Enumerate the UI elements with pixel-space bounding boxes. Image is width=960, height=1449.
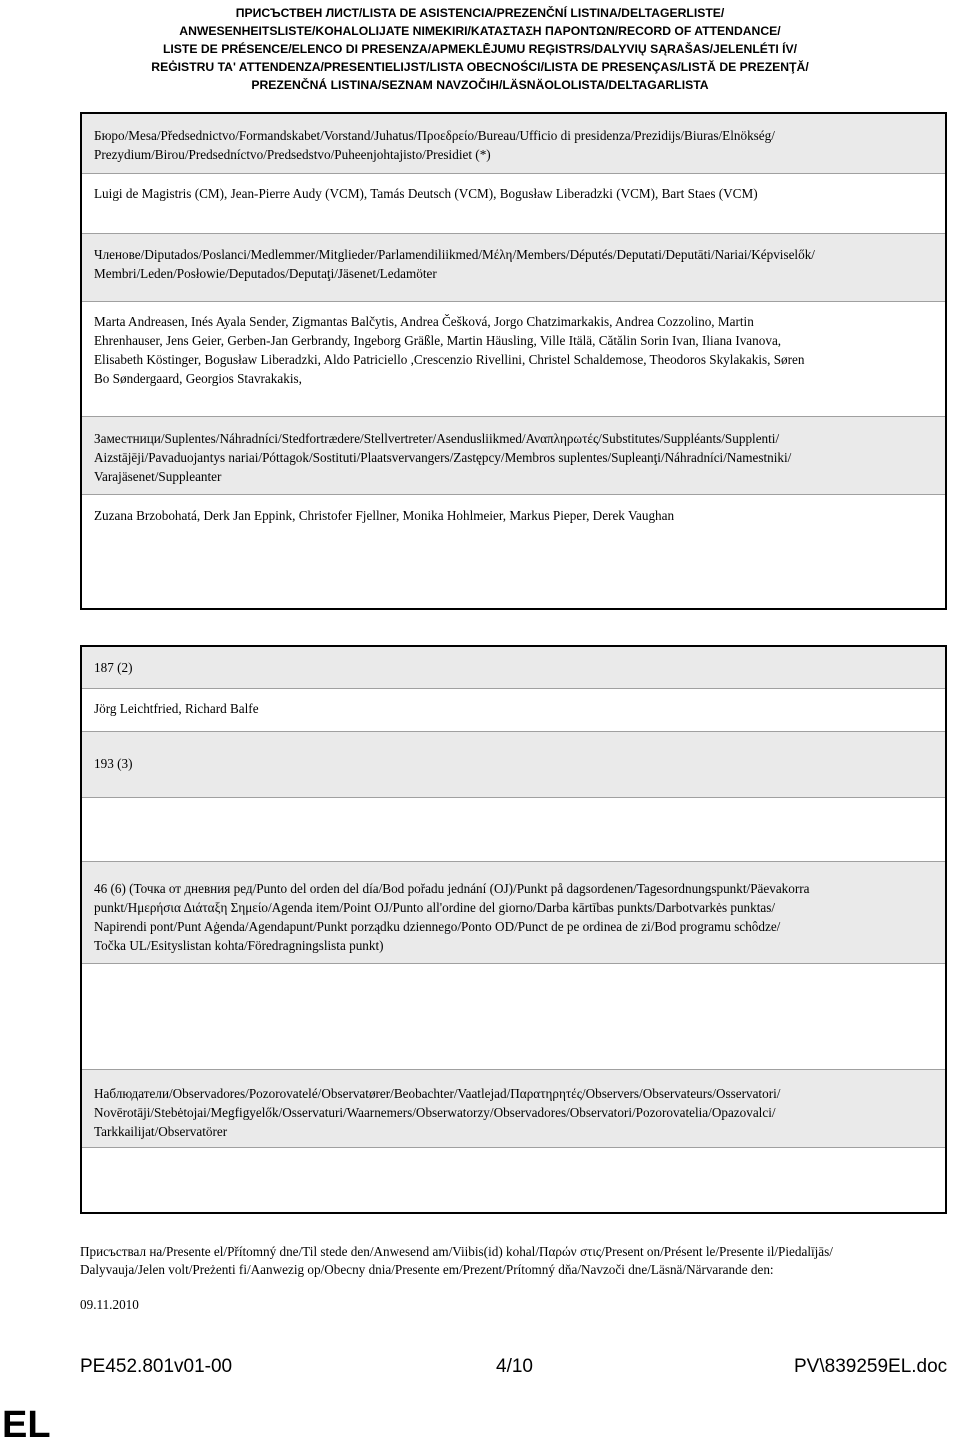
rule-46-line: punkt/Ημερήσια Διάταξη Σημείο/Agenda item/Point OJ/Punto all'ordine del giorno/Darba kārtības punkts/Darbotvarkės punktas/	[94, 900, 776, 915]
observers-names	[82, 1148, 945, 1212]
rule-46-line: Napirendi pont/Punt Aġenda/Agendapunt/Punkt porządku dziennego/Ponto OD/Punct de pe ordinea de zi/Bod programu schôdze/	[94, 919, 781, 934]
rule-46-line: 46 (6) (Точка от дневния ред/Punto del orden del día/Bod pořadu jednání (OJ)/Punkt på dagsordenen/Tagesordnungspunkt/Päevakorra	[94, 881, 810, 896]
observers-heading	[82, 1070, 945, 1148]
members-names-line: Marta Andreasen, Inés Ayala Sender, Zigmantas Balčytis, Andrea Češková, Jorgo Chatzimarkakis, Andrea Cozzolino, Martin	[94, 314, 754, 329]
header-line: LISTE DE PRÉSENCE/ELENCO DI PRESENZA/APMEKLĒJUMU REĢISTRS/DALYVIŲ SĄRAŠAS/JELENLÉTI ÍV/	[162, 42, 798, 56]
members-names	[82, 302, 945, 417]
bureau-heading	[82, 114, 945, 174]
language-code: EL	[2, 1404, 51, 1446]
present-on-line: Присъствал на/Presente el/Přítomný dne/Til stede den/Anwesend am/Viibis(id) kohal/Παρών στις/Present on/Présent le/Presente il/Piedalījās/	[80, 1244, 833, 1259]
observers-heading-line: Tarkkailijat/Observatörer	[94, 1124, 228, 1139]
members-names-line: Elisabeth Köstinger, Bogusław Liberadzki, Aldo Patriciello ,Crescenzio Rivellini, Christel Schaldemose, Theodoros Skylakakis, Søren	[94, 352, 805, 367]
footer-reference: PE452.801v01-00	[80, 1356, 233, 1377]
bureau-names-line: Luigi de Magistris (CM), Jean-Pierre Audy (VCM), Tamás Deutsch (VCM), Bogusław Liberadzki (VCM), Bart Staes (VCM)	[94, 186, 758, 201]
bureau-heading-line: Prezydium/Birou/Predsedníctvo/Predsedstvo/Puheenjohtajisto/Presidiet (*)	[94, 147, 491, 162]
substitutes-heading-line: Varajäsenet/Suppleanter	[94, 469, 222, 484]
substitutes-heading-line: Заместници/Suplentes/Náhradníci/Stedfortrædere/Stellvertreter/Asendusliikmed/Αναπληρωτές/Substitutes/Suppléants/Supplenti/	[94, 431, 780, 446]
meeting-date: 09.11.2010	[80, 1297, 139, 1312]
rule-187-heading	[82, 647, 945, 689]
footer-document-name: PV\839259EL.doc	[794, 1356, 948, 1377]
observers-heading-line: Наблюдатели/Observadores/Pozorovatelé/Observatører/Beobachter/Vaatlejad/Παρατηρητές/Observers/Observateurs/Osservatori/	[94, 1086, 781, 1101]
rule-46-names	[82, 964, 945, 1070]
present-on-line: Dalyvauja/Jelen volt/Preżenti fi/Aanwezig op/Obecny dnia/Presente em/Prezent/Prítomný dňa/Navzoči dne/Läsnä/Närvarande den:	[80, 1262, 774, 1277]
rule-187-names	[82, 689, 945, 732]
rule-193-names	[82, 798, 945, 862]
members-names-line: Ehrenhauser, Jens Geier, Gerben-Jan Gerbrandy, Ingeborg Gräßle, Martin Häusling, Ville Itälä, Cătălin Sorin Ivan, Iliana Ivanova,	[94, 333, 782, 348]
rules-table	[80, 645, 947, 1214]
rule-193-label: 193 (3)	[94, 756, 133, 771]
members-heading-line: Членове/Diputados/Poslanci/Medlemmer/Mitglieder/Parlamendiliikmed/Μέλη/Members/Députés/Deputati/Deputāti/Nariai/Képviselők/	[94, 247, 815, 262]
bureau-names	[82, 174, 945, 234]
rule-187-label: 187 (2)	[94, 660, 133, 675]
members-names-line: Bo Søndergaard, Georgios Stavrakakis,	[94, 371, 302, 386]
rule-187-names-line: Jörg Leichtfried, Richard Balfe	[94, 701, 259, 716]
attendance-table	[80, 112, 947, 610]
header-line: REĠISTRU TA' ATTENDENZA/PRESENTIELIJST/LISTA OBECNOŚCI/LISTA DE PRESENÇAS/LISTĂ DE PREZENŢĂ/	[151, 60, 809, 74]
rule-46-heading	[82, 862, 945, 964]
header-line: ПРИСЪСТВЕН ЛИСТ/LISTA DE ASISTENCIA/PREZENČNÍ LISTINA/DELTAGERLISTE/	[235, 6, 725, 20]
header-line: ANWESENHEITSLISTE/KOHALOLIJATE NIMEKIRI/ΚΑΤΑΣΤΑΣΗ ΠΑΡΟΝΤΩΝ/RECORD OF ATTENDANCE/	[179, 24, 781, 38]
rule-193-heading	[82, 732, 945, 798]
present-on-label	[80, 1243, 960, 1279]
observers-heading-line: Novērotāji/Stebėtojai/Megfigyelők/Osservaturi/Waarnemers/Obserwatorzy/Observadores/Observatori/Pozorovatelia/Opazovalci/	[94, 1105, 776, 1120]
footer-page-number: 4/10	[496, 1356, 533, 1377]
members-heading-line: Membri/Leden/Posłowie/Deputados/Deputaţi/Jäsenet/Ledamöter	[94, 266, 437, 281]
rule-46-line: Točka UL/Esityslistan kohta/Föredragningslista punkt)	[94, 938, 384, 953]
document-header	[90, 4, 870, 94]
members-heading	[82, 234, 945, 302]
substitutes-names	[82, 495, 945, 608]
substitutes-heading	[82, 417, 945, 495]
bureau-heading-line: Бюро/Mesa/Předsednictvo/Formandskabet/Vorstand/Juhatus/Προεδρείο/Bureau/Ufficio di presidenza/Prezidijs/Biuras/Elnökség/	[94, 128, 775, 143]
header-line: PREZENČNÁ LISTINA/SEZNAM NAVZOČIH/LÄSNÄOLOLISTA/DELTAGARLISTA	[251, 78, 709, 92]
substitutes-names-line: Zuzana Brzobohatá, Derk Jan Eppink, Christofer Fjellner, Monika Hohlmeier, Markus Pieper, Derek Vaughan	[94, 508, 675, 523]
substitutes-heading-line: Aizstājēji/Pavaduojantys nariai/Póttagok/Sostituti/Plaatsvervangers/Zastępcy/Membros suplentes/Supleanţi/Náhradníci/Namestniki/	[94, 450, 792, 465]
